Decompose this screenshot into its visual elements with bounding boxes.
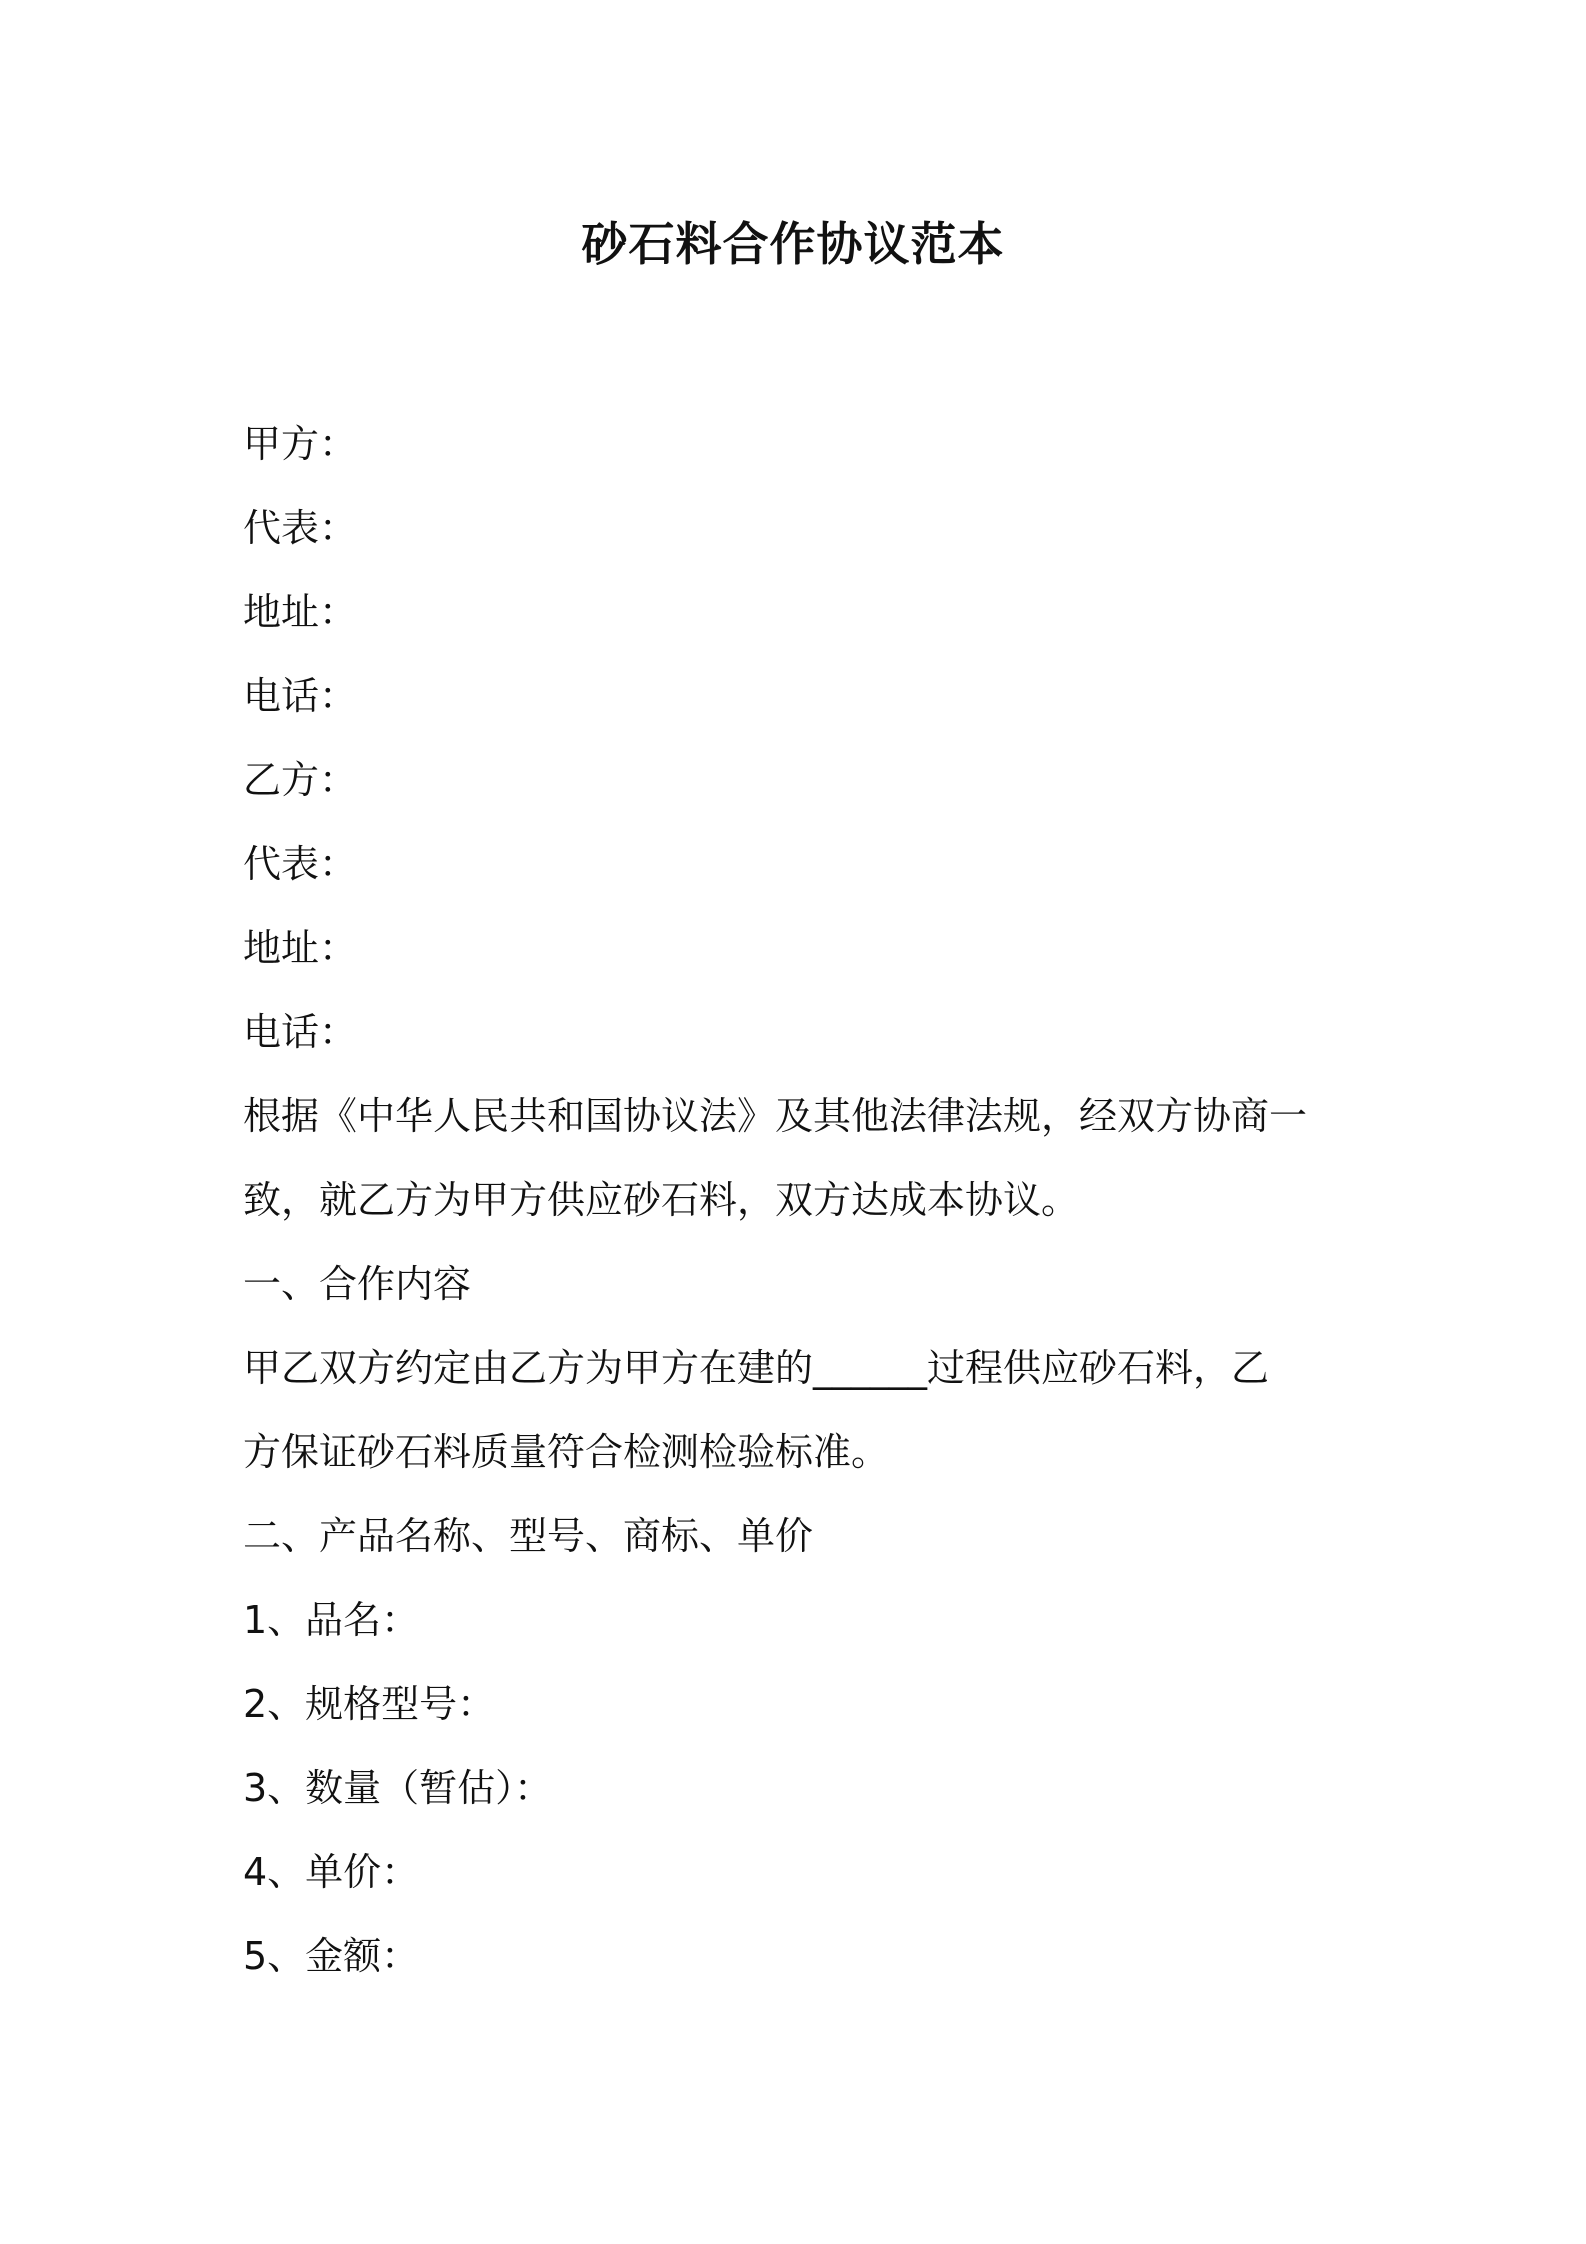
section-2-heading: 二、产品名称、型号、商标、单价 xyxy=(243,1514,814,1558)
preamble-line-2: 致，就乙方为甲方供应砂石料，双方达成本协议。 xyxy=(243,1178,1080,1222)
party-b-address-label: 地址： xyxy=(243,926,358,970)
section-1-line-2: 方保证砂石料质量符合检测检验标准。 xyxy=(243,1430,890,1474)
section-1-line-1: 甲乙双方约定由乙方为甲方在建的______过程供应砂石料，乙 xyxy=(243,1346,1270,1390)
section-1-heading: 一、合作内容 xyxy=(243,1262,472,1306)
party-a-name-label: 甲方： xyxy=(243,422,358,466)
party-b-phone-label: 电话： xyxy=(243,1010,358,1054)
party-b-name-label: 乙方： xyxy=(243,758,358,802)
party-b-representative-label: 代表： xyxy=(243,842,358,886)
section-2-item-spec-model: 2、规格型号： xyxy=(243,1682,496,1726)
section-2-item-amount: 5、金额： xyxy=(243,1934,420,1978)
section-2-item-quantity: 3、数量（暂估）： xyxy=(243,1766,553,1810)
document-title: 砂石料合作协议范本 xyxy=(581,217,1005,271)
preamble-line-1: 根据《中华人民共和国协议法》及其他法律法规，经双方协商一 xyxy=(243,1094,1308,1138)
party-a-phone-label: 电话： xyxy=(243,674,358,718)
party-a-representative-label: 代表： xyxy=(243,506,358,550)
party-a-address-label: 地址： xyxy=(243,590,358,634)
section-2-item-unit-price: 4、单价： xyxy=(243,1850,420,1894)
document-body xyxy=(243,402,1363,1998)
section-2-item-product-name: 1、品名： xyxy=(243,1598,420,1642)
